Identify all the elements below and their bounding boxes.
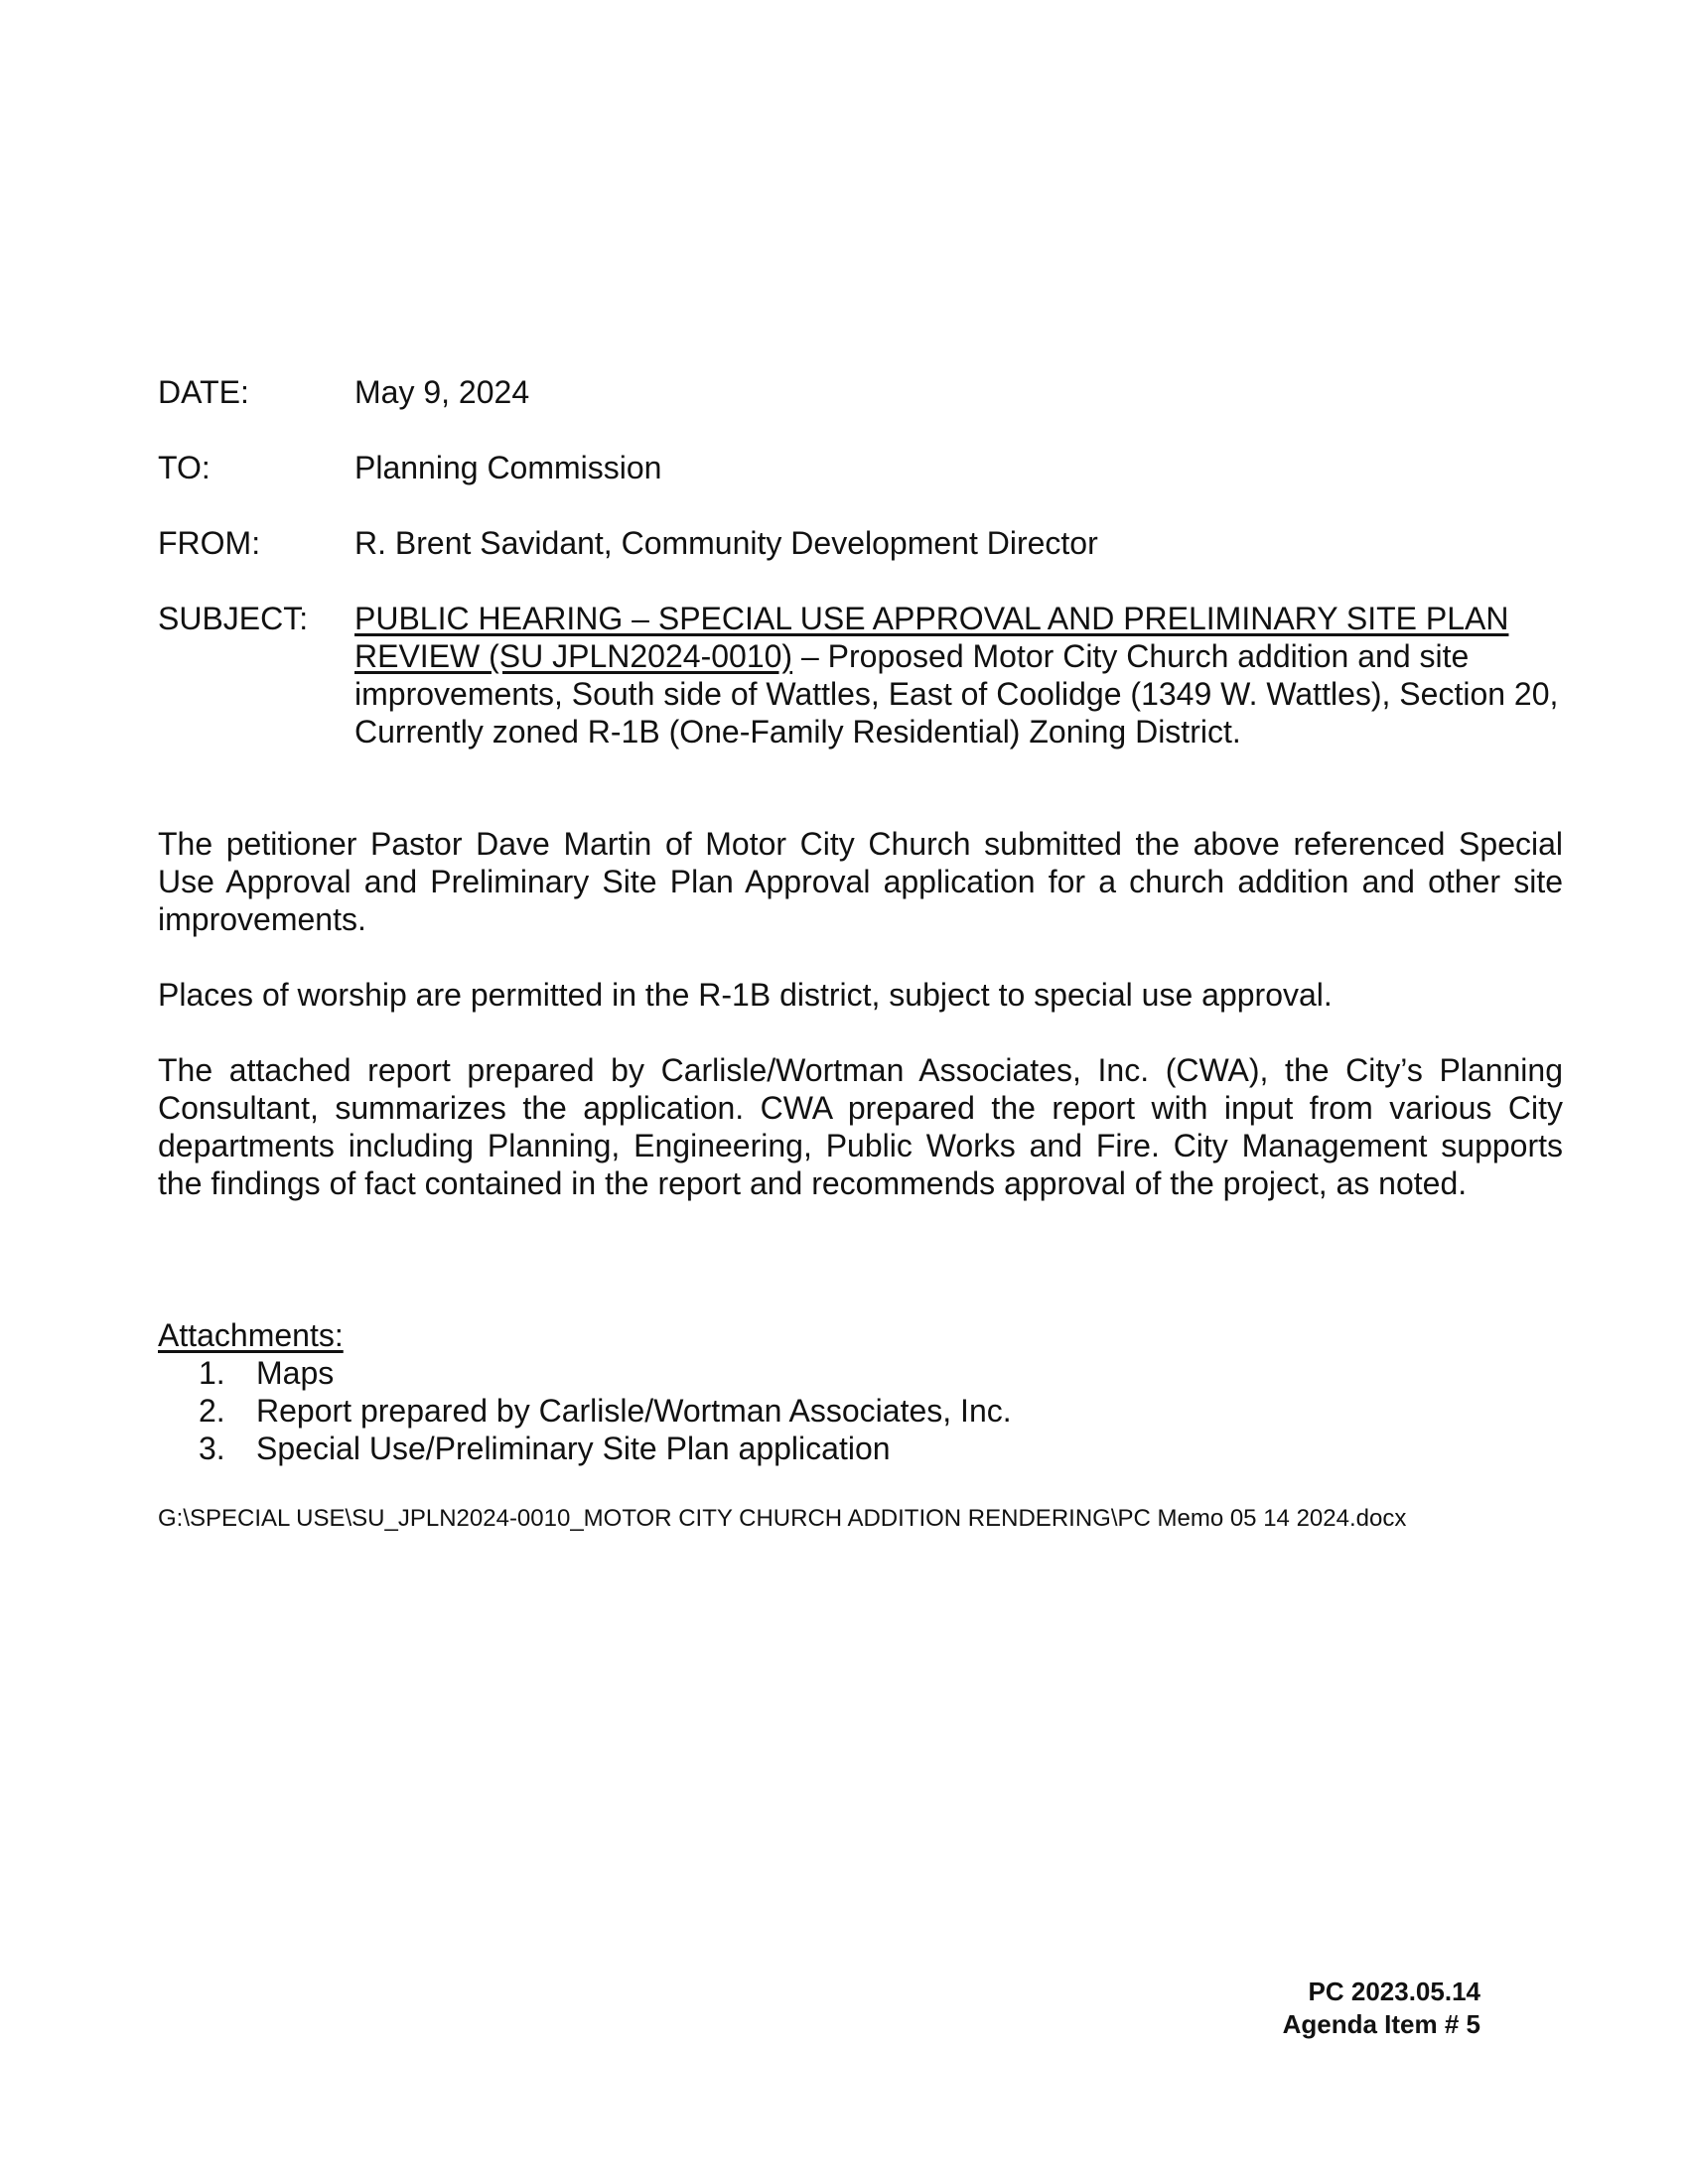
subject-title: PUBLIC HEARING – SPECIAL USE APPROVAL AND PRELIMINARY SITE PLAN REVIEW (SU JPLN2024-0010) <box>354 601 1509 674</box>
subject-value <box>354 600 1568 751</box>
from-label: FROM: <box>158 525 261 561</box>
subject-description: – Proposed Motor City Church addition and site improvements, South side of Wattles, East of Coolidge (1349 W. Wattles), Section 20, Currently zoned R-1B (One-Family Residential) Zoning District. <box>354 638 1559 750</box>
footer-agenda-item: Agenda Item # 5 <box>1282 2009 1480 2039</box>
list-item-number: 3. <box>199 1431 225 1466</box>
agenda-footer <box>1283 1976 1480 2041</box>
date-value: May 9, 2024 <box>354 374 530 410</box>
list-item <box>199 1354 1012 1392</box>
list-item <box>199 1430 1012 1467</box>
list-item-text: Special Use/Preliminary Site Plan application <box>256 1431 891 1466</box>
attachments-list <box>199 1354 1012 1467</box>
to-value: Planning Commission <box>354 450 662 485</box>
list-item <box>199 1392 1012 1430</box>
list-item-number: 1. <box>199 1355 225 1391</box>
subject-label: SUBJECT: <box>158 601 309 636</box>
body-paragraph: The petitioner Pastor Dave Martin of Motor City Church submitted the above referenced Special Use Approval and Preliminary Site Plan Approval application for a church addition and other site improvements. <box>158 826 1563 937</box>
footer-meeting-ref: PC 2023.05.14 <box>1308 1977 1480 2006</box>
to-label: TO: <box>158 450 211 485</box>
list-item-text: Maps <box>256 1355 335 1391</box>
file-path: G:\SPECIAL USE\SU_JPLN2024-0010_MOTOR CITY CHURCH ADDITION RENDERING\PC Memo 05 14 2024.docx <box>158 1505 1407 1532</box>
date-label: DATE: <box>158 374 249 410</box>
body-paragraph: The attached report prepared by Carlisle/Wortman Associates, Inc. (CWA), the City’s Planning Consultant, summarizes the application. CWA prepared the report with input from various City departments including Planning, Engineering, Public Works and Fire. City Management supports the findings of fact contained in the report and recommends approval of the project, as noted. <box>158 1052 1563 1201</box>
attachments-heading: Attachments: <box>158 1317 344 1353</box>
list-item-text: Report prepared by Carlisle/Wortman Associates, Inc. <box>256 1393 1012 1429</box>
list-item-number: 2. <box>199 1393 225 1429</box>
from-value: R. Brent Savidant, Community Development Director <box>354 525 1098 561</box>
body-paragraph: Places of worship are permitted in the R-1B district, subject to special use approval. <box>158 977 1333 1013</box>
